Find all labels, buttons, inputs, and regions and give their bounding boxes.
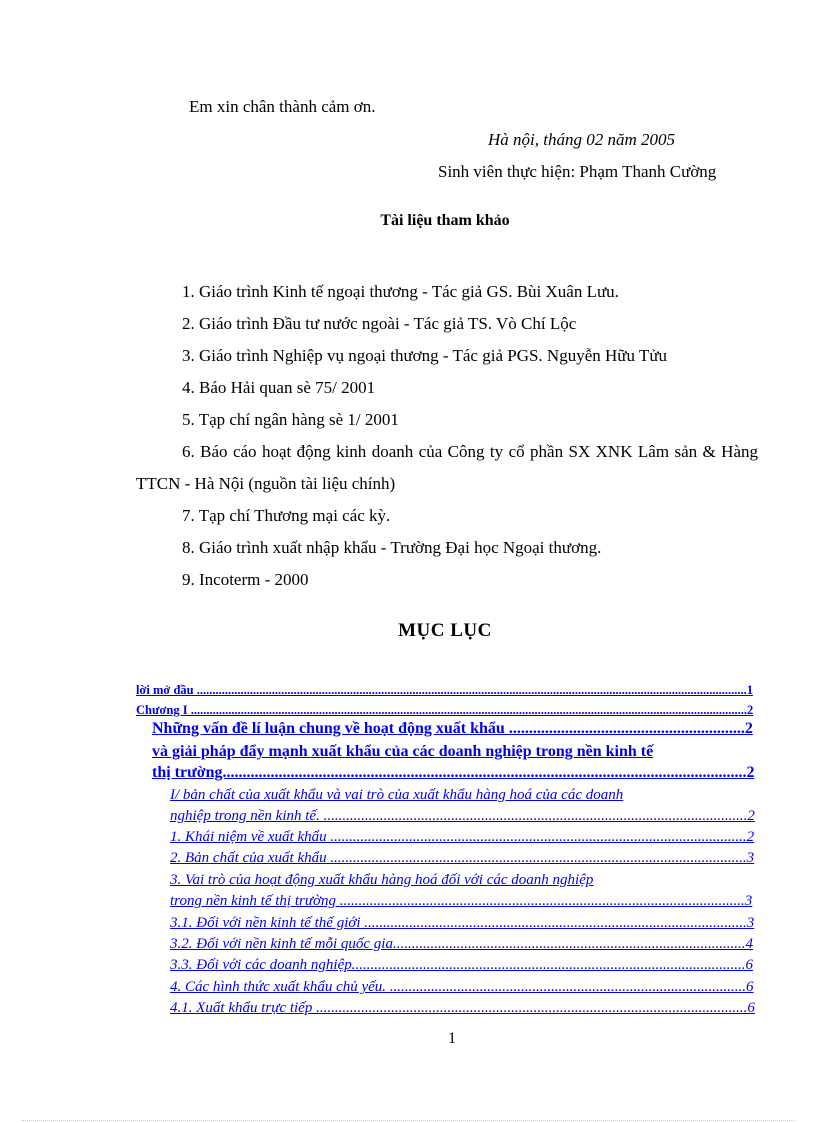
references-title: Tài liệu tham khảo [380, 212, 510, 229]
toc-link-line[interactable]: 3.3. Đối với các doanh nghiệp.........................................................................................................6 [170, 957, 753, 973]
toc-link-line[interactable]: 3.1. Đối với nền kinh tế thế giới ......................................................................................................3 [170, 915, 755, 931]
reference-item: 5. Tạp chí ngân hàng sè 1/ 2001 [182, 410, 399, 429]
toc-link-line[interactable]: 4. Các hình thức xuất khẩu chủ yếu. ...............................................................................................6 [170, 979, 754, 995]
reference-item: 8. Giáo trình xuất nhập khẩu - Trường Đại học Ngoại thương. [182, 538, 602, 557]
toc-link-line[interactable]: nghiệp trong nền kinh tế. .................................................................................................................2 [170, 808, 755, 824]
toc-link-line[interactable]: thị trường...................................................................................................................................2 [152, 764, 755, 781]
toc-link-line[interactable]: lời mở đầu ................................................................................................................................................................................1 [136, 683, 753, 697]
toc-link-line[interactable]: trong nền kinh tế thị trường ............................................................................................................3 [170, 893, 753, 909]
reference-item: 6. Báo cáo hoạt động kinh doanh của Công ty cổ phần SX XNK Lâm sản & Hàng TTCN - Hà Nội (nguồn tài liệu chính) [136, 442, 758, 493]
page-number: 1 [448, 1030, 456, 1047]
references-list [136, 276, 758, 596]
reference-item: 2. Giáo trình Đầu tư nước ngoài - Tác giả TS. Vò Chí Lộc [182, 314, 577, 333]
reference-item: 7. Tạp chí Thương mại các kỳ. [182, 506, 391, 525]
toc-link-line[interactable]: 3.2. Đối với nền kinh tế mỗi quốc gia..............................................................................................4 [170, 936, 753, 952]
toc-title: MỤC LỤC [398, 620, 492, 641]
toc-link-line[interactable]: và giải pháp đẩy mạnh xuất khẩu của các doanh nghiệp trong nền kinh tế [152, 743, 654, 760]
toc-link-line[interactable]: 2. Bản chất của xuất khẩu ...............................................................................................................3 [170, 850, 755, 866]
closing-thanks: Em xin chân thành cảm ơn. [189, 97, 376, 116]
toc-link-line[interactable]: 3. Vai trò của hoạt động xuất khẩu hàng hoá đối với các doanh nghiệp [170, 872, 594, 888]
reference-item: 1. Giáo trình Kinh tế ngoại thương - Tác giả GS. Bùi Xuân Lưu. [182, 282, 619, 301]
toc-link-line[interactable]: 1. Khái niệm về xuất khẩu ...............................................................................................................2 [170, 829, 755, 845]
toc-link-line[interactable]: 4.1. Xuất khẩu trực tiếp ...................................................................................................................6 [170, 1000, 755, 1016]
reference-item: 9. Incoterm - 2000 [182, 570, 309, 589]
closing-date: Hà nội, tháng 02 năm 2005 [488, 130, 675, 149]
toc-link-line[interactable]: Những vấn đề lí luận chung về hoạt động xuất khẩu ...........................................................2 [152, 720, 753, 737]
reference-item: 3. Giáo trình Nghiệp vụ ngoại thương - Tác giả PGS. Nguyễn Hữu Tửu [182, 346, 668, 365]
page-bottom-divider [22, 1120, 794, 1121]
toc-link-line[interactable]: I/ bản chất của xuất khẩu và vai trò của xuất khẩu hàng hoá của các doanh [170, 787, 624, 803]
closing-signer: Sinh viên thực hiện: Phạm Thanh Cường [438, 162, 717, 181]
toc-link-line[interactable]: Chương I ..................................................................................................................................................................................2 [136, 703, 754, 717]
reference-item: 4. Báo Hải quan sè 75/ 2001 [182, 378, 376, 397]
